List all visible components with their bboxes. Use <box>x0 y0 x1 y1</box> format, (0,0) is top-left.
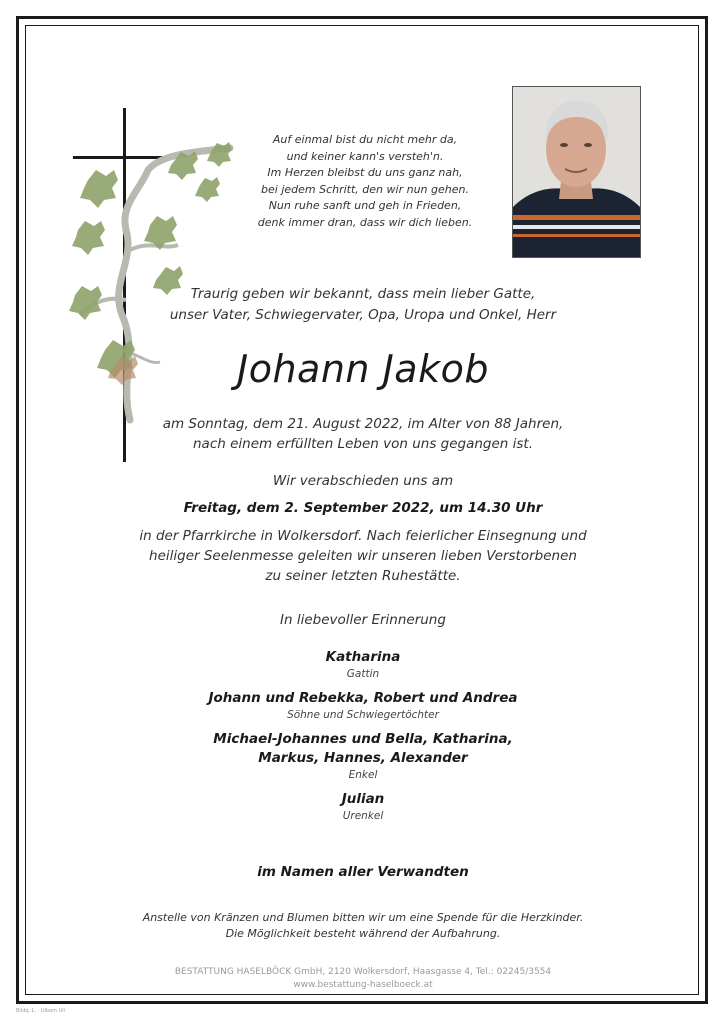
poem-line: Auf einmal bist du nicht mehr da, <box>272 133 458 146</box>
donation-line-1: Anstelle von Kränzen und Blumen bitten wir um eine Spende für die Herzkinder. <box>142 911 584 924</box>
ceremony-line-2: heiliger Seelenmesse geleiten wir unseren lieben Verstorbenen <box>149 548 577 564</box>
footer-address: BESTATTUNG HASELBÖCK GmbH, 2120 Wolkersdorf, Haasgasse 4, Tel.: 02245/3554 <box>174 967 552 977</box>
family-name: Johann und Rebekka, Robert und Andrea <box>208 690 518 706</box>
deceased-name: Johann Jakob <box>237 347 489 391</box>
donation-note <box>0 910 726 942</box>
family-group-children <box>0 689 726 722</box>
farewell-date: Freitag, dem 2. September 2022, um 14.30 Uhr <box>183 500 543 516</box>
ceremony-line-3: zu seiner letzten Ruhestätte. <box>265 568 461 584</box>
family-group-greatgrandchild <box>0 790 726 823</box>
announcement-line-2: unser Vater, Schwiegervater, Opa, Uropa und Onkel, Herr <box>169 307 557 323</box>
all-relatives: im Namen aller Verwandten <box>257 864 469 880</box>
footer-website: www.bestattung-haselboeck.at <box>293 980 433 990</box>
corner-note: Bildq. L. · Ulbom Uli <box>16 1008 66 1014</box>
death-notice <box>0 414 726 454</box>
family-role: Urenkel <box>342 810 384 822</box>
poem-line: und keiner kann's versteh'n. <box>286 149 444 163</box>
family-role: Söhne und Schwiegertöchter <box>287 709 439 721</box>
donation-line-2: Die Möglichkeit besteht während der Aufbahrung. <box>225 927 501 940</box>
portrait-photo <box>512 86 641 258</box>
family-name: Markus, Hannes, Alexander <box>258 750 468 766</box>
poem-line: denk immer dran, dass wir dich lieben. <box>257 215 473 229</box>
announcement <box>0 284 726 326</box>
footer <box>0 966 726 992</box>
family-name: Katharina <box>325 649 401 665</box>
family-name: Michael-Johannes und Bella, Katharina, <box>213 731 513 747</box>
announcement-line-1: Traurig geben wir bekannt, dass mein lieber Gatte, <box>190 286 536 302</box>
ceremony-details <box>0 526 726 586</box>
farewell-intro: Wir verabschieden uns am <box>272 473 454 489</box>
death-line-1: am Sonntag, dem 21. August 2022, im Alter von 88 Jahren, <box>162 416 564 432</box>
family-group-wife <box>0 648 726 681</box>
memory-heading: In liebevoller Erinnerung <box>280 612 446 628</box>
family-name: Julian <box>341 791 385 807</box>
ceremony-line-1: in der Pfarrkirche in Wolkersdorf. Nach feierlicher Einsegnung und <box>139 528 587 544</box>
poem-line: Im Herzen bleibst du uns ganz nah, <box>267 166 463 179</box>
portrait-image <box>513 87 640 257</box>
family-role: Enkel <box>348 769 378 781</box>
poem <box>245 132 485 231</box>
poem-line: bei jedem Schritt, den wir nun gehen. <box>261 182 469 196</box>
family-role: Gattin <box>346 668 380 680</box>
family-group-grandchildren <box>0 730 726 782</box>
death-line-2: nach einem erfüllten Leben von uns gegangen ist. <box>192 436 534 452</box>
family-list <box>0 648 726 831</box>
poem-line: Nun ruhe sanft und geh in Frieden, <box>268 199 462 212</box>
